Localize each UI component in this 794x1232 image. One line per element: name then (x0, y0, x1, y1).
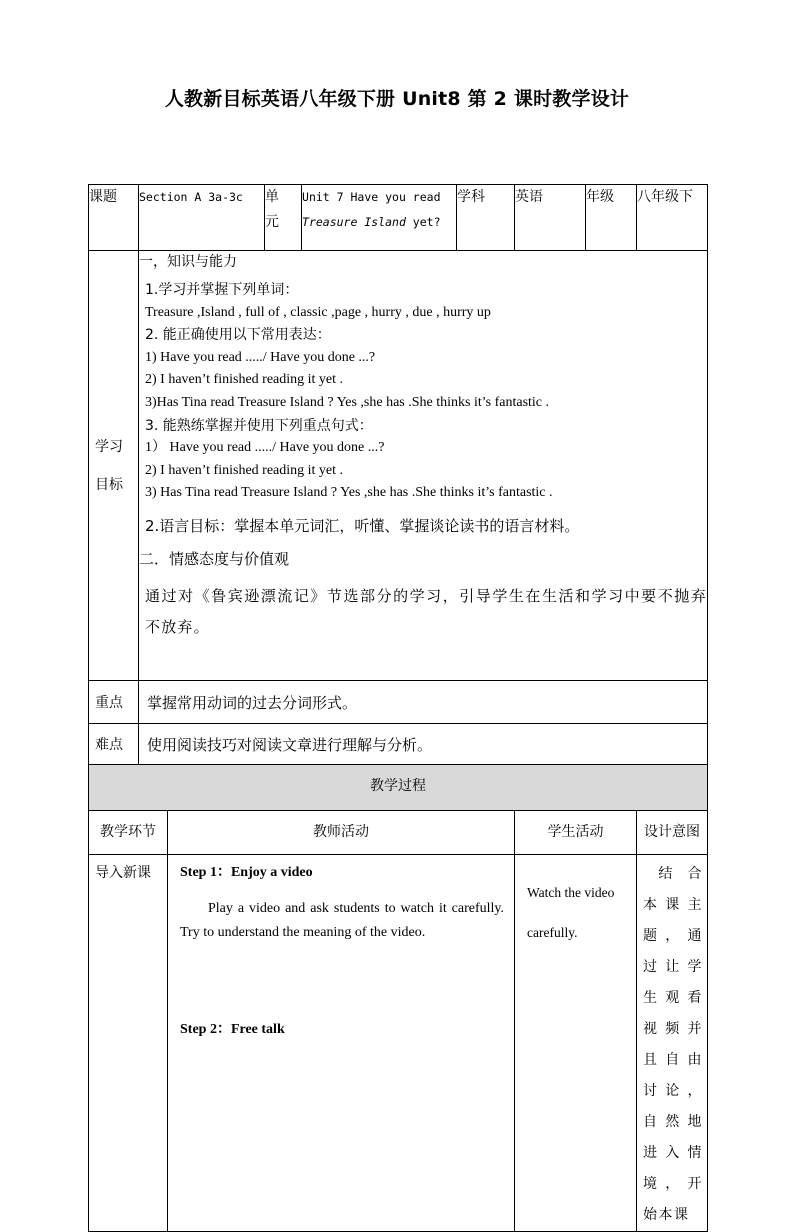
topic-value: Section A 3a-3c (139, 185, 265, 251)
process-header: 教学过程 (89, 765, 708, 811)
goals-row (89, 251, 708, 681)
difficult-point-label: 难点 (89, 724, 139, 765)
goals-content (139, 251, 708, 681)
goals-section-knowledge: 一，知识与能力 (139, 254, 237, 270)
grade-value: 八年级下 (637, 185, 708, 251)
column-intent: 设计意图 (637, 811, 708, 855)
goals-language-goal: 2.语言目标：掌握本单元词汇，听懂、掌握谈论读书的语言材料。 (145, 516, 580, 535)
goals-words: Treasure ,Island , full of , classic ,page , hurry , due , hurry up (145, 304, 491, 320)
goals-emotion-text: 通过对《鲁宾逊漂流记》节选部分的学习，引导学生在生活和学习中要不抛弃不放弃。 (145, 586, 708, 636)
goals-sentence: 1） Have you read ...../ Have you done ...? (145, 440, 385, 456)
unit-value: Unit 7 Have you read Treasure Island yet? (302, 185, 457, 251)
key-point-text: 掌握常用动词的过去分词形式。 (139, 681, 708, 724)
key-point-label: 重点 (89, 681, 139, 724)
goals-sentence: 2) I haven’t finished reading it yet . (145, 462, 344, 478)
teacher-activity (168, 855, 515, 1232)
step-2-title: Step 2：Free talk (180, 1022, 285, 1037)
column-student: 学生活动 (515, 811, 637, 855)
topic-label: 课题 (89, 185, 139, 251)
process-row-intro (89, 855, 708, 1232)
goals-item-1: 1.学习并掌握下列单词： (145, 282, 299, 298)
lesson-plan-table (88, 184, 708, 1232)
goals-expression: 2) I haven’t finished reading it yet . (145, 372, 344, 388)
goals-label: 学习 目标 (89, 251, 139, 681)
step-1-text: Play a video and ask students to watch it carefully. Try to understand the meaning of the video. (180, 901, 505, 940)
goals-sentence: 3) Has Tina read Treasure Island ? Yes ,she has .She thinks it’s fantastic . (145, 485, 553, 501)
goals-section-emotion: 二．情感态度与价值观 (139, 549, 290, 568)
column-stage: 教学环节 (89, 811, 168, 855)
goals-expression: 3)Has Tina read Treasure Island ? Yes ,she has .She thinks it’s fantastic . (145, 394, 550, 410)
stage-intro: 导入新课 (89, 855, 168, 1232)
goals-item-2: 2. 能正确使用以下常用表达： (145, 327, 331, 344)
goals-expression: 1) Have you read ...../ Have you done ...? (145, 349, 376, 365)
process-columns-row (89, 811, 708, 855)
subject-value: 英语 (515, 185, 586, 251)
step-1-title: Step 1：Enjoy a video (180, 865, 313, 880)
difficult-point-row (89, 724, 708, 765)
difficult-point-text: 使用阅读技巧对阅读文章进行理解与分析。 (139, 724, 708, 765)
page-title: 人教新目标英语八年级下册 Unit8 第 2 课时教学设计 (164, 88, 630, 110)
key-point-row (89, 681, 708, 724)
subject-label: 学科 (457, 185, 515, 251)
process-header-row (89, 765, 708, 811)
grade-label: 年级 (586, 185, 637, 251)
info-row (89, 185, 708, 251)
goals-item-3: 3. 能熟练掌握并使用下列重点句式： (145, 417, 373, 434)
design-intent: 结合本课主题，通过让学生观看视频并且自由讨论，自然地进入情境，开始本课 (637, 855, 708, 1232)
unit-label: 单元 (265, 185, 302, 251)
student-activity: Watch the video carefully. (515, 855, 637, 1232)
book-title: Treasure Island (302, 215, 406, 229)
column-teacher: 教师活动 (168, 811, 515, 855)
